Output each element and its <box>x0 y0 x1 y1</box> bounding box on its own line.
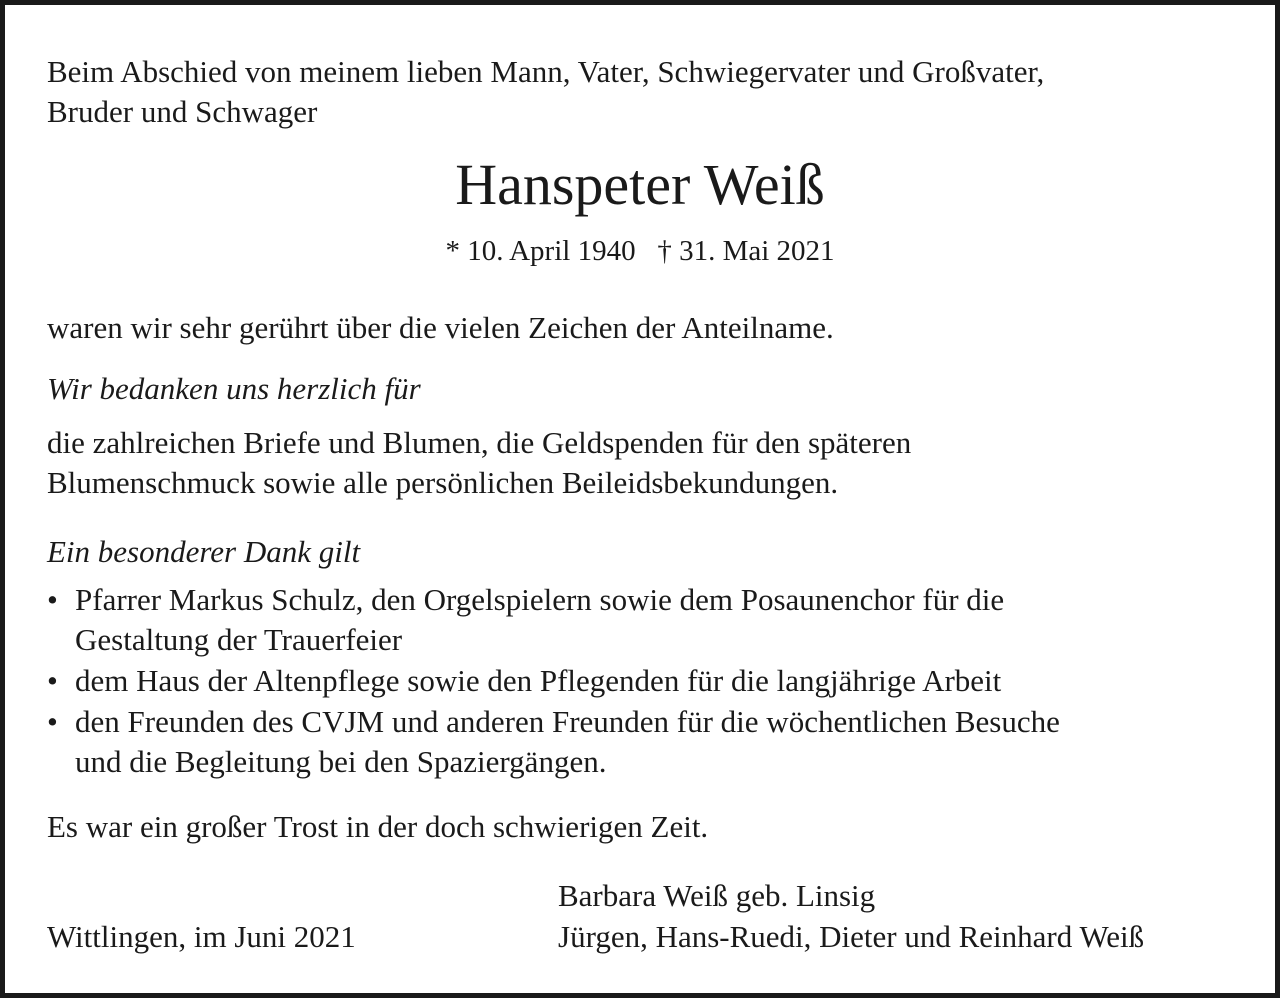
special-thanks-heading: Ein besonderer Dank gilt <box>47 534 361 569</box>
special-item-1-line-2: Gestaltung der Trauerfeier <box>75 622 403 657</box>
comfort-sentence: Es war ein großer Trost in der doch schwierigen Zeit. <box>47 809 709 844</box>
special-item-1-line-1: Pfarrer Markus Schulz, den Orgelspielern sowie dem Posaunenchor für die <box>75 582 1005 617</box>
place-and-date: Wittlingen, im Juni 2021 <box>47 919 356 954</box>
special-item-2-line-1: dem Haus der Altenpflege sowie den Pflegenden für die langjährige Arbeit <box>75 663 1002 698</box>
bullet-icon: • <box>47 663 58 698</box>
thanks-body-line-1: die zahlreichen Briefe und Blumen, die Geldspenden für den späteren <box>47 425 912 460</box>
intro-line-2: Bruder und Schwager <box>47 94 318 129</box>
deceased-name: Hanspeter Weiß <box>455 152 825 217</box>
special-item-3-line-2: und die Begleitung bei den Spaziergängen. <box>75 744 607 779</box>
intro-line-1: Beim Abschied von meinem lieben Mann, Vater, Schwiegervater und Großvater, <box>47 54 1045 89</box>
birth-date: * 10. April 1940 <box>445 235 636 267</box>
intro-paragraph <box>47 52 1230 132</box>
signatory-line-2: Jürgen, Hans-Ruedi, Dieter und Reinhard Weiß <box>558 919 1145 954</box>
bullet-icon: • <box>47 582 58 617</box>
death-date: † 31. Mai 2021 <box>657 235 835 267</box>
signatory-line-1: Barbara Weiß geb. Linsig <box>558 878 876 913</box>
touched-sentence: waren wir sehr gerührt über die vielen Zeichen der Anteilname. <box>47 310 834 345</box>
bullet-icon: • <box>47 704 58 739</box>
special-item-3-line-1: den Freunden des CVJM und anderen Freunden für die wöchentlichen Besuche <box>75 704 1060 739</box>
thanks-heading: Wir bedanken uns herzlich für <box>47 371 421 406</box>
life-dates <box>5 233 1275 269</box>
thanks-body-line-2: Blumenschmuck sowie alle persönlichen Beileidsbekundungen. <box>47 465 839 500</box>
